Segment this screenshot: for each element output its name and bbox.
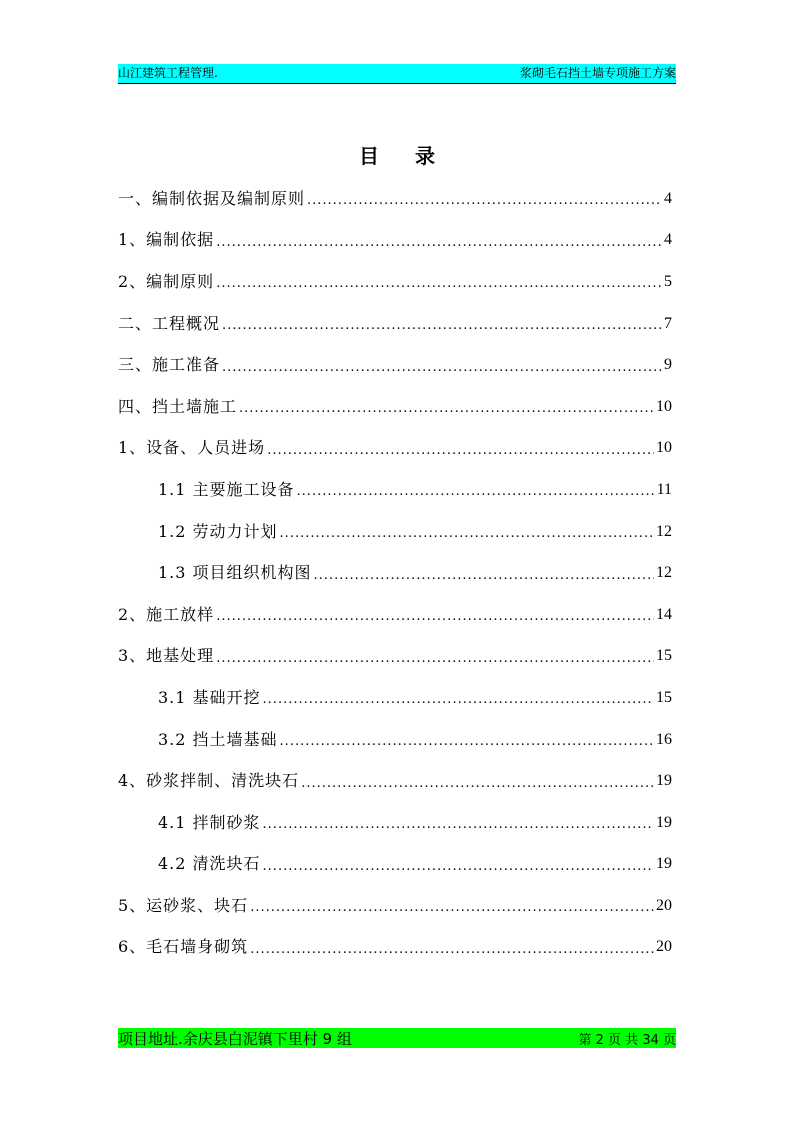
toc-entry[interactable] xyxy=(118,344,672,386)
toc-subentry[interactable] xyxy=(118,802,672,844)
toc-entry-label: 1.1 主要施工设备 xyxy=(158,479,295,499)
toc-entry[interactable] xyxy=(118,594,672,636)
toc-entry-page: 11 xyxy=(656,480,672,498)
toc-entry-label: 4、砂浆拌制、清洗块石 xyxy=(118,771,300,791)
toc-leader-dots xyxy=(307,194,662,207)
toc-subentry[interactable] xyxy=(118,719,672,761)
toc-entry-page: 10 xyxy=(656,397,672,415)
toc-leader-dots xyxy=(280,735,654,748)
toc-entry-page: 14 xyxy=(656,605,672,623)
toc-entry-page: 16 xyxy=(656,730,672,748)
toc-entry-label: 三、施工准备 xyxy=(118,355,221,375)
toc-entry-page: 4 xyxy=(664,189,672,207)
footer-page-number: 第 2 页 共 34 页 xyxy=(578,1032,676,1048)
toc-entry-page: 15 xyxy=(656,688,672,706)
toc-entry-page: 5 xyxy=(664,272,672,290)
toc-entry-page: 20 xyxy=(656,938,672,956)
toc-leader-dots xyxy=(250,901,654,914)
header-document-title: 浆砌毛石挡土墙专项施工方案 xyxy=(519,66,676,80)
page-header xyxy=(118,64,676,84)
toc-leader-dots xyxy=(263,818,654,831)
toc-entry[interactable] xyxy=(118,760,672,802)
toc-entry-label: 4.2 清洗块石 xyxy=(158,854,261,874)
toc-entry-label: 二、工程概况 xyxy=(118,313,221,333)
toc-leader-dots xyxy=(216,236,662,249)
toc-leader-dots xyxy=(222,361,662,374)
toc-entry[interactable] xyxy=(118,428,672,470)
toc-subentry[interactable] xyxy=(118,469,672,511)
toc-subentry[interactable] xyxy=(118,552,672,594)
toc-entry-page: 4 xyxy=(664,231,672,249)
toc-leader-dots xyxy=(314,569,654,582)
toc-entry[interactable] xyxy=(118,303,672,345)
toc-entry-page: 12 xyxy=(656,564,672,582)
toc-entry[interactable] xyxy=(118,636,672,678)
toc-entry-label: 1、编制依据 xyxy=(118,230,215,250)
toc-entry-label: 2、编制原则 xyxy=(118,271,215,291)
toc-entry-label: 四、挡土墙施工 xyxy=(118,396,238,416)
toc-entry[interactable] xyxy=(118,386,672,428)
toc-title: 目录 xyxy=(359,144,471,168)
toc-entry-page: 19 xyxy=(656,855,672,873)
toc-subentry[interactable] xyxy=(118,677,672,719)
toc-leader-dots xyxy=(301,777,654,790)
page-footer xyxy=(118,1028,676,1048)
toc-entry-page: 15 xyxy=(656,647,672,665)
toc-leader-dots xyxy=(263,860,654,873)
toc-leader-dots xyxy=(297,485,655,498)
toc-entry-page: 10 xyxy=(656,439,672,457)
toc-leader-dots xyxy=(216,277,662,290)
toc-entry[interactable] xyxy=(118,178,672,220)
toc-entry-label: 2、施工放样 xyxy=(118,604,215,624)
toc-entry-page: 19 xyxy=(656,813,672,831)
toc-leader-dots xyxy=(222,319,662,332)
toc-entry-label: 一、编制依据及编制原则 xyxy=(118,188,306,208)
toc-entry-label: 5、运砂浆、块石 xyxy=(118,895,249,915)
toc-leader-dots xyxy=(267,444,654,457)
toc-entry-label: 3.2 挡土墙基础 xyxy=(158,729,278,749)
toc-subentry[interactable] xyxy=(118,511,672,553)
toc-entry-label: 1、设备、人员进场 xyxy=(118,438,266,458)
toc-entry-page: 7 xyxy=(664,314,672,332)
toc-leader-dots xyxy=(216,652,654,665)
toc-entry[interactable] xyxy=(118,261,672,303)
toc-entry-label: 3.1 基础开挖 xyxy=(158,687,261,707)
toc-leader-dots xyxy=(280,527,654,540)
toc-entry[interactable] xyxy=(118,927,672,969)
toc-entry[interactable] xyxy=(118,885,672,927)
toc-entry-label: 6、毛石墙身砌筑 xyxy=(118,937,249,957)
toc-entry-label: 1.3 项目组织机构图 xyxy=(158,563,312,583)
toc-leader-dots xyxy=(263,693,654,706)
toc-entry[interactable] xyxy=(118,220,672,262)
footer-project-address: 项目地址.余庆县白泥镇下里村 9 组 xyxy=(118,1029,352,1048)
toc-entry-label: 4.1 拌制砂浆 xyxy=(158,812,261,832)
toc-entry-page: 12 xyxy=(656,522,672,540)
toc-subentry[interactable] xyxy=(118,844,672,886)
toc-entry-label: 1.2 劳动力计划 xyxy=(158,521,278,541)
toc-leader-dots xyxy=(216,610,654,623)
toc-entry-page: 20 xyxy=(656,896,672,914)
toc-leader-dots xyxy=(239,402,654,415)
toc-entry-page: 19 xyxy=(656,772,672,790)
table-of-contents xyxy=(118,178,672,968)
header-company: 山江建筑工程管理. xyxy=(118,66,218,80)
toc-leader-dots xyxy=(250,943,654,956)
toc-entry-label: 3、地基处理 xyxy=(118,646,215,666)
toc-entry-page: 9 xyxy=(664,356,672,374)
